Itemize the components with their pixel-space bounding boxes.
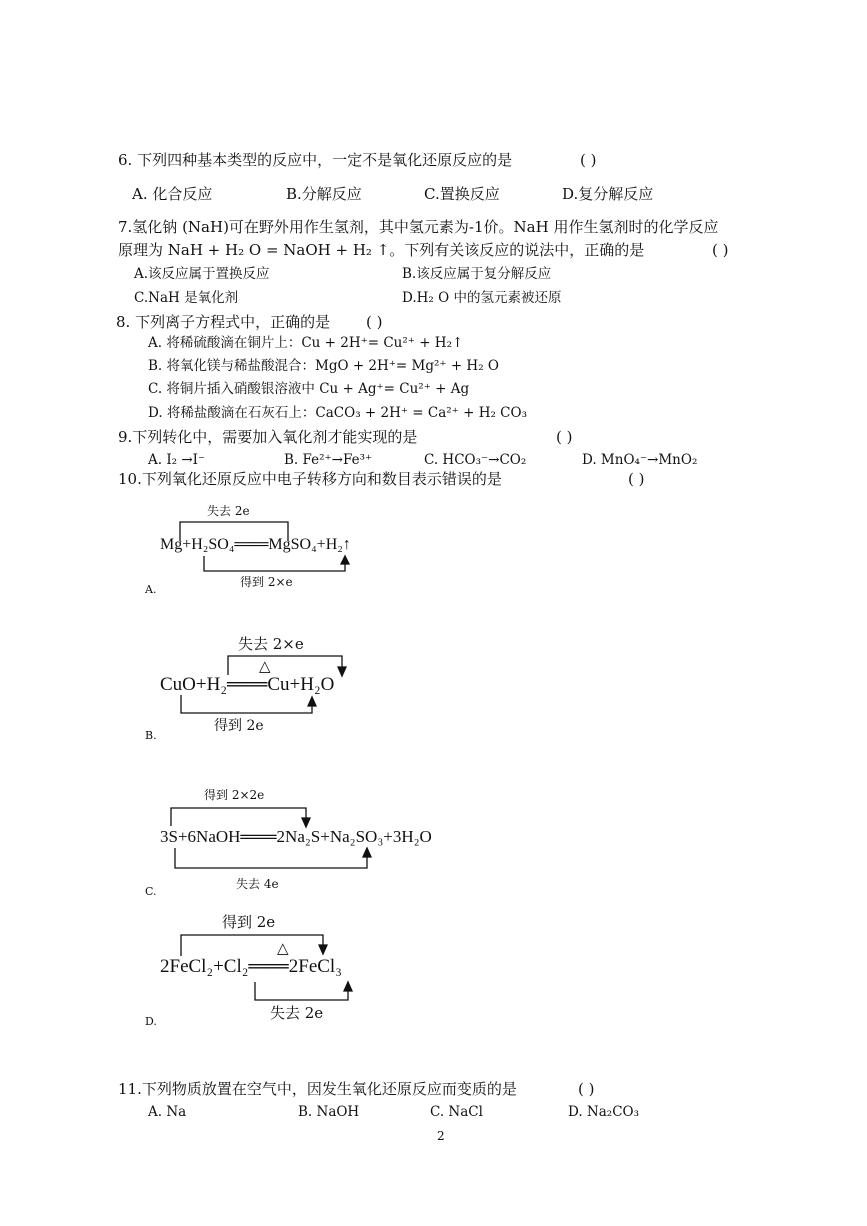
q6-option-c: C.置换反应 (424, 185, 500, 203)
q11-option-a: A. Na (148, 1104, 187, 1120)
q10-b-equation: CuO+H₂═══Cu+H₂O (160, 674, 335, 695)
q8-option-c: C. 将铜片插入硝酸银溶液中 Cu + Ag⁺= Cu²⁺ + Ag (148, 381, 470, 397)
q11-option-b: B. NaOH (298, 1104, 360, 1120)
q9-answer-paren: ( ) (556, 428, 573, 446)
q10-b-bottom-label: 得到 2e (214, 718, 264, 734)
q8-option-d: D. 将稀盐酸滴在石灰石上：CaCO₃ + 2H⁺ = Ca²⁺ + H₂ CO₃ (148, 405, 527, 421)
q11-option-c: C. NaCl (430, 1104, 483, 1120)
q10-a-top-label: 失去 2e (207, 504, 250, 518)
q6-option-a: A. 化合反应 (132, 185, 213, 203)
q6-answer-paren: ( ) (580, 151, 597, 169)
q7-option-a: A.该反应属于置换反应 (134, 266, 270, 282)
q11-answer-paren: ( ) (578, 1080, 595, 1098)
q10-d-bottom-label: 失去 2e (270, 1004, 324, 1022)
q6-option-b: B.分解反应 (286, 185, 362, 203)
q8-stem: 8. 下列离子方程式中，正确的是 (116, 313, 331, 331)
q10-a-equation: Mg+H₂SO₄═══MgSO₄+H₂↑ (160, 536, 351, 553)
q10-answer-paren: ( ) (628, 470, 645, 488)
q7-answer-paren: ( ) (712, 241, 729, 259)
q10-c-top-label: 得到 2×2e (204, 788, 265, 802)
q10-c-bottom-label: 失去 4e (236, 877, 279, 891)
q7-stem-line1: 7.氢化钠 (NaH)可在野外用作生氢剂，其中氢元素为-1价。NaH 用作生氢剂时的化学反应 (118, 218, 719, 236)
q9-option-b: B. Fe²⁺→Fe³⁺ (284, 452, 373, 468)
q9-option-d: D. MnO₄⁻→MnO₂ (582, 452, 698, 468)
q8-option-b: B. 将氧化镁与稀盐酸混合：MgO + 2H⁺= Mg²⁺ + H₂ O (148, 358, 499, 374)
q10-stem: 10.下列氧化还原反应中电子转移方向和数目表示错误的是 (118, 470, 502, 488)
q6-option-d: D.复分解反应 (562, 185, 654, 203)
q7-option-c: C.NaH 是氧化剂 (134, 290, 239, 306)
q10-d-label: D. (145, 1015, 157, 1028)
q9-option-a: A. I₂ →I⁻ (148, 452, 206, 468)
q8-answer-paren: ( ) (366, 313, 383, 331)
page-number: 2 (437, 1129, 445, 1143)
q9-option-c: C. HCO₃⁻→CO₂ (424, 452, 527, 468)
q8-option-a: A. 将稀硫酸滴在铜片上：Cu + 2H⁺= Cu²⁺ + H₂↑ (148, 335, 464, 351)
q7-option-b: B.该反应属于复分解反应 (402, 266, 552, 282)
q10-b-label: B. (145, 729, 157, 742)
q10-a-bottom-label: 得到 2×e (240, 575, 293, 589)
q10-c-equation: 3S+6NaOH═══2Na₂S+Na₂SO₃+3H₂O (160, 827, 432, 846)
q7-option-d: D.H₂ O 中的氢元素被还原 (402, 290, 562, 306)
q11-stem: 11.下列物质放置在空气中，因发生氧化还原反应而变质的是 (118, 1080, 517, 1098)
q10-c-label: C. (145, 885, 157, 898)
q9-stem: 9.下列转化中，需要加入氧化剂才能实现的是 (118, 428, 418, 446)
q10-a-label: A. (145, 583, 157, 596)
q10-b-condition: △ (259, 657, 271, 675)
q6-stem: 6. 下列四种基本类型的反应中，一定不是氧化还原反应的是 (118, 151, 513, 169)
q10-b-top-label: 失去 2×e (238, 635, 304, 653)
q7-stem-line2: 原理为 NaH + H₂ O = NaOH + H₂ ↑。下列有关该反应的说法中，正确的是 (118, 241, 645, 259)
q11-option-d: D. Na₂CO₃ (568, 1104, 640, 1120)
q10-d-condition: △ (277, 939, 289, 957)
q10-d-equation: 2FeCl₂+Cl₂═══2FeCl₃ (160, 956, 342, 977)
q10-d-top-label: 得到 2e (222, 913, 276, 931)
